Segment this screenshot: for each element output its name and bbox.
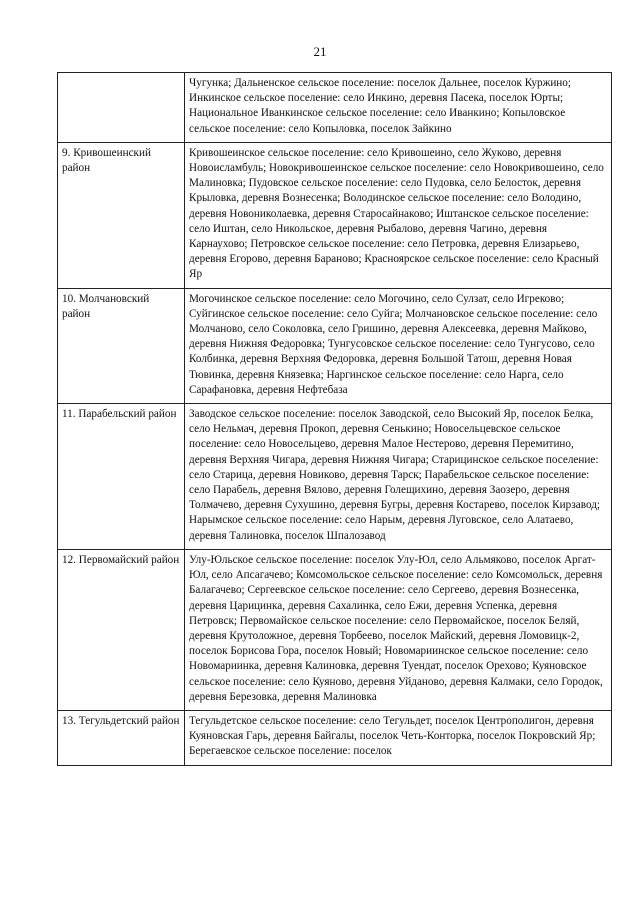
district-name: 12. Первомайский район xyxy=(58,549,185,710)
settlements-list: Улу-Юльское сельское поселение: поселок Улу-Юл, село Альмяково, поселок Аргат-Юл, село Апсагачево; Комсомольское сельское поселение: село Комсомольск, деревня Балагачево; Сергеевское сельское поселение: село Сергеево, деревня Вознесенка, деревня Царицинка, деревня Сахалинка, село Ежи, деревня Успенка, деревня Петровск; Первомайское сельское поселение: село Первомайское, поселок Беляй, деревня Крутоложное, деревня Торбеево, поселок Майский, деревня Ломовицк-2, поселок Борисова Гора, поселок Новый; Новомариинское сельское поселение: село Новомариинка, деревня Калиновка, деревня Туендат, поселок Орехово; Куяновское сельское поселение: село Куяново, деревня Уйданово, деревня Калмаки, село Городок, деревня Березовка, деревня Малиновка xyxy=(185,549,612,710)
page-number: 21 xyxy=(313,44,327,59)
settlements-list: Кривошеинское сельское поселение: село Кривошеино, село Жуково, деревня Новоисламбуль; Новокривошеинское сельское поселение: село Новокривошеино, село Малиновка; Пудовское сельское поселение: село Пудовка, село Белосток, деревня Крыловка, деревня Вознесенка; Володинское сельское поселение: село Володино, деревня Новониколаевка, деревня Старосайнаково; Иштанское сельское поселение: село Иштан, село Никольское, деревня Рыбалово, деревня Чагино, деревня Карнаухово; Петровское сельское поселение: село Петровка, деревня Елизарьево, деревня Егорово, деревня Бараново; Красноярское сельское поселение: село Красный Яр xyxy=(185,142,612,288)
table-row xyxy=(58,549,612,710)
table-row xyxy=(58,288,612,403)
district-name: 13. Тегульдетский район xyxy=(58,710,185,765)
district-name: 9. Кривошеинский район xyxy=(58,142,185,288)
district-name xyxy=(58,73,185,143)
settlements-list: Чугунка; Дальненское сельское поселение: поселок Дальнее, поселок Куржино; Инкинское сельское поселение: село Инкино, деревня Пасека, поселок Юрты; Национальное Иванкинское сельское поселение: село Иванкино; Копыловское сельское поселение: село Копыловка, поселок Зайкино xyxy=(185,73,612,143)
settlements-table xyxy=(57,72,612,766)
settlements-list: Заводское сельское поселение: поселок Заводской, село Высокий Яр, поселок Белка, село Нельмач, деревня Прокоп, деревня Сенькино; Новосельцевское сельское поселение: село Новосельцево, деревня Малое Нестерово, деревня Перемитино, деревня Верхняя Чигара, деревня Нижняя Чигара; Старицинское сельское поселение: село Старица, деревня Новиково, деревня Тарск; Парабельское сельское поселение: село Парабель, деревня Вялово, деревня Голещихино, деревня Заозеро, деревня Толмачево, деревня Сухушино, деревня Бугры, деревня Костарево, поселок Кирзавод; Нарымское сельское поселение: село Нарым, деревня Луговское, село Алатаево, деревня Талиновка, поселок Шпалозавод xyxy=(185,404,612,550)
table-row xyxy=(58,142,612,288)
table-row xyxy=(58,404,612,550)
table-row xyxy=(58,73,612,143)
district-name: 11. Парабельский район xyxy=(58,404,185,550)
settlements-list: Могочинское сельское поселение: село Могочино, село Сулзат, село Игреково; Суйгинское сельское поселение: село Суйга; Молчановское сельское поселение: село Молчаново, село Соколовка, село Гришино, деревня Алексеевка, деревня Майково, деревня Нижняя Федоровка; Тунгусовское сельское поселение: село Тунгусово, село Колбинка, деревня Верхняя Федоровка, деревня Большой Татош, деревня Новая Тювинка, деревня Князевка; Наргинское сельское поселение: село Нарга, село Сарафановка, деревня Нефтебаза xyxy=(185,288,612,403)
district-name: 10. Молчановский район xyxy=(58,288,185,403)
table-row xyxy=(58,710,612,765)
settlements-list: Тегульдетское сельское поселение: село Тегульдет, поселок Центрополигон, деревня Куяновская Гарь, деревня Байгалы, поселок Четь-Конторка, поселок Покровский Яр; Берегаевское сельское поселение: поселок xyxy=(185,710,612,765)
